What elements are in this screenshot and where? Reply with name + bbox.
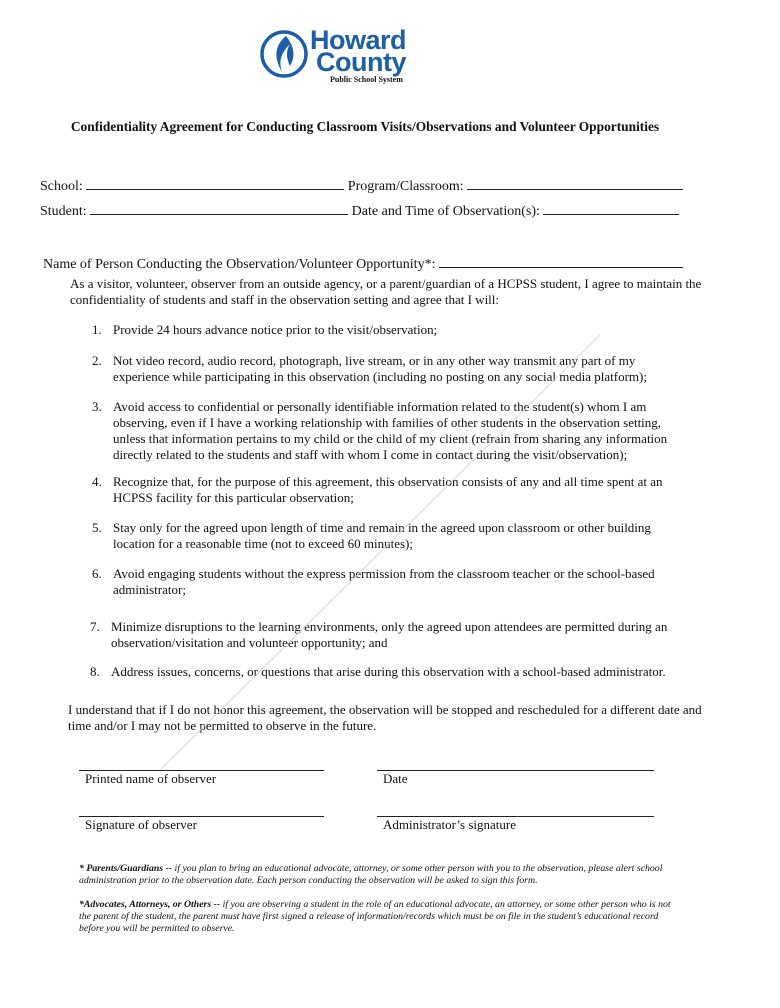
list-item-text: Recognize that, for the purpose of this agreement, this observation consists of any and all time spent at an HCPSS facility for this particular observation; [113, 474, 663, 505]
hcpss-logo [260, 26, 435, 86]
observer-name-label: Name of Person Conducting the Observation/Volunteer Opportunity*: [43, 257, 436, 272]
program-label: Program/Classroom: [347, 179, 464, 194]
list-item-text: Minimize disruptions to the learning environments, only the agreed upon attendees are permitted during an observation/visitation and volunteer opportunity; and [111, 619, 668, 650]
date-time-field[interactable] [543, 200, 679, 215]
student-field[interactable] [90, 200, 348, 215]
list-item-number: 1. [92, 322, 102, 337]
list-item-number: 7. [90, 619, 100, 634]
school-field[interactable] [86, 175, 344, 190]
list-item-text: Provide 24 hours advance notice prior to the visit/observation; [113, 322, 438, 337]
list-item-number: 2. [92, 353, 102, 368]
list-item-text: Not video record, audio record, photograph, live stream, or in any other way transmit any part of my experience while participating in this observation (including no posting on any social media platform); [113, 353, 647, 384]
closing-paragraph: I understand that if I do not honor this agreement, the observation will be stopped and rescheduled for a different date and time and/or I may not be permitted to observe in the future. [68, 702, 702, 733]
parents-note-text: if you plan to bring an educational advocate, attorney, or some other person with you to the observation, please alert school administration prior to the observation date. Each person conducting the observation will be asked to sign this form. [79, 863, 663, 886]
list-item-text: Avoid engaging students without the express permission from the classroom teacher or the school-based administrator; [113, 566, 655, 597]
date-label: Date [383, 771, 408, 786]
list-item-text: Stay only for the agreed upon length of time and remain in the agreed upon classroom or other building location for a reasonable time (not to exceed 60 minutes); [113, 520, 651, 551]
observer-name-row [43, 253, 683, 274]
list-item-number: 6. [92, 566, 102, 581]
list-item-number: 4. [92, 474, 102, 489]
advocates-note-heading: *Advocates, Attorneys, or Others -- [79, 899, 221, 910]
list-item-text: Avoid access to confidential or personally identifiable information related to the student(s) whom I am observing, even if I have a working relationship with families of other students in the observation setting, unless that information pertains to my child or the child of my client (refrain from sharing any information directly related to the students and staff with whom I come in contact during the visit/observation); [113, 399, 668, 462]
program-field[interactable] [467, 175, 683, 190]
signature-label: Signature of observer [85, 817, 197, 832]
flame-emblem-icon [260, 28, 310, 80]
scan-artifact-line [150, 330, 610, 780]
school-row [40, 175, 683, 196]
school-label: School: [40, 179, 83, 194]
list-item-number: 3. [92, 399, 102, 414]
date-time-label: Date and Time of Observation(s): [351, 204, 540, 219]
list-item-number: 5. [92, 520, 102, 535]
parents-note [79, 863, 679, 887]
list-item-text: Address issues, concerns, or questions that arise during this observation with a school-based administrator. [111, 664, 666, 679]
advocates-note-text: if you are observing a student in the role of an educational advocate, an attorney, or some other person who is not the parent of the student, the parent must have first signed a release of information/records which must be on file in the student’s educational record before you will be permitted to observe. [79, 899, 671, 934]
admin-signature-label: Administrator’s signature [383, 817, 516, 832]
document-title: Confidentiality Agreement for Conducting Classroom Visits/Observations and Volunteer Opportunities [70, 119, 660, 134]
list-item-number: 8. [90, 664, 100, 679]
logo-word-county: County [316, 47, 406, 77]
observer-name-field[interactable] [439, 253, 683, 268]
intro-paragraph: As a visitor, volunteer, observer from an outside agency, or a parent/guardian of a HCPSS student, I agree to maintain the confidentiality of students and staff in the observation setting and agree that I will: [70, 276, 702, 307]
advocates-note [79, 899, 679, 935]
printed-name-label: Printed name of observer [85, 771, 217, 786]
student-label: Student: [40, 204, 87, 219]
student-row [40, 200, 679, 221]
parents-note-heading: * Parents/Guardians -- [79, 863, 173, 874]
logo-subtitle: Public School System [330, 75, 403, 84]
logo-word-howard: Howard [310, 25, 407, 55]
